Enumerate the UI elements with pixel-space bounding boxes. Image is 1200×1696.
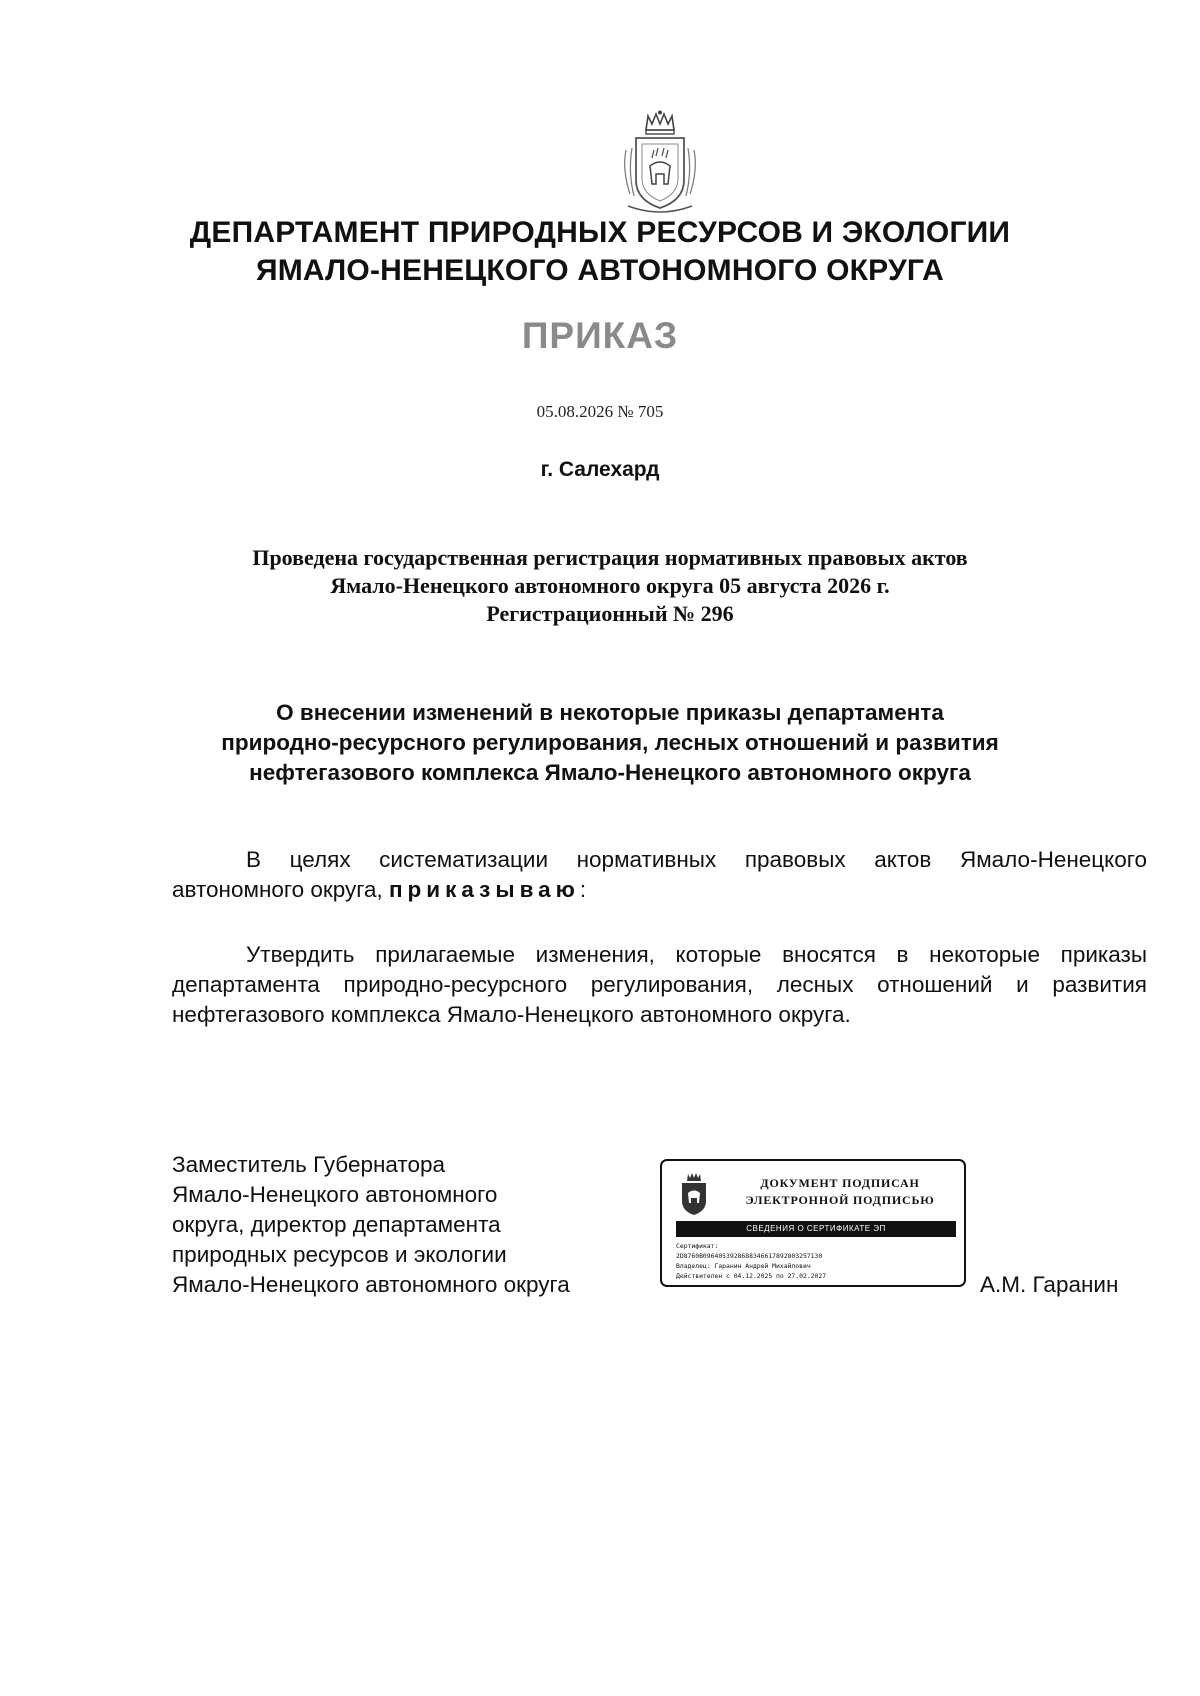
department-title-line2: ЯМАЛО-НЕНЕЦКОГО АВТОНОМНОГО ОКРУГА	[255, 254, 945, 287]
signer-position-line: Ямало-Ненецкого автономного	[172, 1182, 498, 1207]
document-subject	[170, 698, 1050, 788]
preamble-text: В целях систематизации нормативных правовых актов Ямало-Ненецкого автономного округа,	[172, 847, 1147, 902]
signer-position-line: Ямало-Ненецкого автономного округа	[172, 1272, 570, 1297]
order-paragraph: Утвердить прилагаемые изменения, которые вносятся в некоторые приказы департамента природно-ресурсного регулирования, лесных отношений и развития нефтегазового комплекса Ямало-Ненецкого автономного округа.	[172, 942, 1147, 1027]
signer-name: А.М. Гаранин	[980, 1272, 1119, 1297]
stamp-title-line1: ДОКУМЕНТ ПОДПИСАН	[760, 1176, 920, 1190]
subject-line2: природно-ресурсного регулирования, лесных отношений и развития	[221, 730, 999, 755]
registration-notice	[200, 544, 1020, 628]
order-keyword: приказываю	[388, 877, 580, 902]
department-title	[150, 214, 1050, 290]
subject-line3: нефтегазового комплекса Ямало-Ненецкого автономного округа	[249, 760, 971, 785]
stamp-owner: Владелец: Гаранин Андрей Михайлович	[676, 1262, 811, 1270]
document-date-number: 05.08.2026 № 705	[536, 402, 664, 421]
preamble-paragraph	[172, 845, 1147, 905]
signer-position-line: Заместитель Губернатора	[172, 1152, 446, 1177]
stamp-certificate-label: Сертификат:	[676, 1242, 719, 1250]
signer-position-line: природных ресурсов и экологии	[172, 1242, 507, 1267]
department-title-line1: ДЕПАРТАМЕНТ ПРИРОДНЫХ РЕСУРСОВ И ЭКОЛОГИИ	[189, 216, 1011, 249]
stamp-certificate-bar: СВЕДЕНИЯ О СЕРТИФИКАТЕ ЭП	[676, 1221, 956, 1237]
signer-position	[172, 1150, 652, 1300]
yanao-coat-of-arms-icon	[618, 110, 702, 216]
signer-position-line: округа, директор департамента	[172, 1212, 501, 1237]
registration-line3: Регистрационный № 296	[486, 601, 734, 626]
stamp-title-line2: ЭЛЕКТРОННОЙ ПОДПИСЬЮ	[745, 1193, 935, 1207]
stamp-certificate-number: 2D8760B0964053928688346617892803257130	[676, 1252, 823, 1260]
stamp-title	[722, 1175, 958, 1209]
preamble-colon: :	[579, 877, 587, 902]
yanao-coat-of-arms-icon	[676, 1171, 712, 1217]
registration-line1: Проведена государственная регистрация нормативных правовых актов	[252, 545, 968, 570]
electronic-signature-stamp	[660, 1159, 966, 1287]
stamp-certificate-details	[676, 1241, 956, 1281]
registration-line2: Ямало-Ненецкого автономного округа 05 августа 2026 г.	[330, 573, 890, 598]
subject-line1: О внесении изменений в некоторые приказы департамента	[276, 700, 944, 725]
document-city: г. Салехард	[540, 458, 660, 481]
document-type: ПРИКАЗ	[521, 315, 679, 356]
stamp-validity: Действителен с 04.12.2025 по 27.02.2027	[676, 1272, 827, 1280]
